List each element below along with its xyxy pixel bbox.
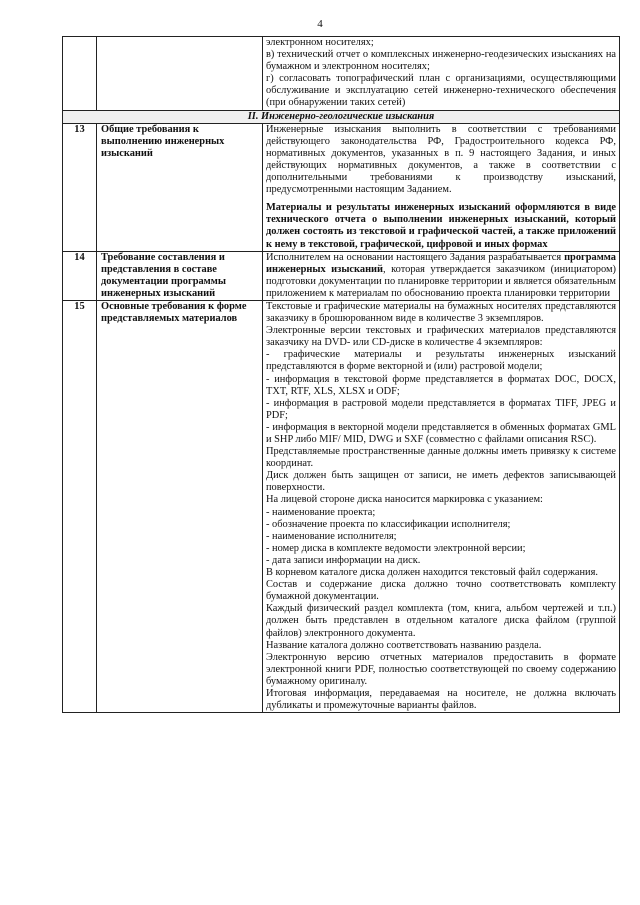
content-cell <box>263 300 620 712</box>
content-paragraph: - графические материалы и результаты инженерных изысканий представляются в форме векторной и (или) растровой модели; <box>266 349 616 373</box>
content-paragraph: Электронные версии текстовых и графических материалов представляются заказчику на DVD- или CD-диске в количестве 4 экземпляров: <box>266 325 616 349</box>
table-row-continued <box>63 37 620 111</box>
table-row-14 <box>63 251 620 300</box>
content-paragraph: - наименование проекта; <box>266 506 376 518</box>
content-paragraph: - информация в векторной модели представляется в обменных форматах GML и SHP либо MIF/ MID, DWG и SXF (совместно с файлами описания RSC). <box>266 421 616 445</box>
row-number: 15 <box>63 300 97 712</box>
content-paragraph: Инженерные изыскания выполнить в соответствии с требованиями действующего законодательства РФ, Градостроительного кодекса РФ, нормативных документов, указанных в п. 9 настоящего Задания, и иных действующих нормативных документов, а также в соответствии с дополнительными требованиями к производству изысканий, предусмотренными настоящим Заданием. <box>266 123 616 196</box>
content-paragraph: Электронную версию отчетных материалов предоставить в формате электронной книги PDF, полностью соответствующей по своему содержанию бумажному оригиналу. <box>266 651 616 687</box>
content-paragraph: - номер диска в комплекте ведомости электронной версии; <box>266 542 526 554</box>
section-header-row <box>63 110 620 123</box>
content-paragraph: Текстовые и графические материалы на бумажных носителях представляются заказчику в брошюрованном виде в количестве 3 экземпляров. <box>266 300 616 325</box>
requirement-title: Требование составления и представления в составе документации программы инженерных изысканий <box>97 251 263 300</box>
content-paragraph: Каждый физический раздел комплекта (том, книга, альбом чертежей и т.п.) должен быть представлен в отдельном каталоге диска файлом (группой файлов) электронного документа. <box>266 603 616 639</box>
content-paragraph: - наименование исполнителя; <box>266 530 397 542</box>
content-paragraph: На лицевой стороне диска наносится маркировка с указанием: <box>266 494 543 506</box>
content-cell <box>263 37 620 111</box>
section-title: II. Инженерно-геологические изыскания <box>63 110 620 123</box>
content-paragraph: в) технический отчет о комплексных инженерно-геодезических изысканиях на бумажном и электронном носителях; <box>266 49 616 73</box>
content-paragraph: - обозначение проекта по классификации исполнителя; <box>266 518 511 530</box>
row-number: 14 <box>63 251 97 300</box>
text-before: Исполнителем на основании настоящего Задания разрабатывается <box>266 251 565 263</box>
row-number: 13 <box>63 123 97 251</box>
requirement-cell <box>97 37 263 111</box>
bold-paragraph: Материалы и результаты инженерных изысканий оформляются в виде технического отчета о выполнении инженерных изысканий, который должен состоять из текстовой и графической частей, а также приложений к нему в текстовой, графической, цифровой и иных формах <box>266 202 616 250</box>
bold-text: программа инженерных изысканий <box>266 251 616 275</box>
content-paragraph: Состав и содержание диска должно точно соответствовать комплекту бумажной документации. <box>266 579 616 603</box>
content-paragraph: - дата записи информации на диск. <box>266 554 421 566</box>
content-paragraph: В корневом каталоге диска должен находится текстовый файл содержания. <box>266 567 598 579</box>
content-paragraph <box>266 252 616 300</box>
content-cell <box>263 123 620 251</box>
content-paragraph: - информация в растровой модели представляется в форматах TIFF, JPEG и PDF; <box>266 397 616 421</box>
content-paragraph: Диск должен быть защищен от записи, не иметь дефектов записывающей поверхности. <box>266 470 616 494</box>
content-paragraph: - информация в текстовой форме представляется в форматах DOC, DOCX, TXT, RTF, XLS, XLSX и ODF; <box>266 373 616 397</box>
content-paragraph: Итоговая информация, передаваемая на носителе, не должна включать дубликаты и промежуточные варианты файлов. <box>266 687 616 712</box>
requirements-table <box>62 36 620 713</box>
content-paragraph: электронном носителях; <box>266 37 374 48</box>
requirement-title: Общие требования к выполнению инженерных изысканий <box>97 123 263 251</box>
content-cell <box>263 251 620 300</box>
table-row-15 <box>63 300 620 712</box>
text-after: , которая утверждается заказчиком (инициатором) подготовки документации по планировке территории и является обязательным приложением к материалам по обоснованию проекта планировки территории <box>266 263 617 299</box>
table-row-13 <box>63 123 620 251</box>
content-paragraph: Представляемые пространственные данные должны иметь привязку к системе координат. <box>266 446 616 470</box>
content-paragraph: г) согласовать топографический план с организациями, осуществляющими обслуживание и эксплуатацию сетей инженерно-технического обеспечения (при обнаружении таких сетей) <box>266 73 616 109</box>
requirement-title: Основные требования к форме представляемых материалов <box>97 300 263 712</box>
content-paragraph: Название каталога должно соответствовать названию раздела. <box>266 639 542 651</box>
page-number: 4 <box>317 18 323 30</box>
num-cell <box>63 37 97 111</box>
